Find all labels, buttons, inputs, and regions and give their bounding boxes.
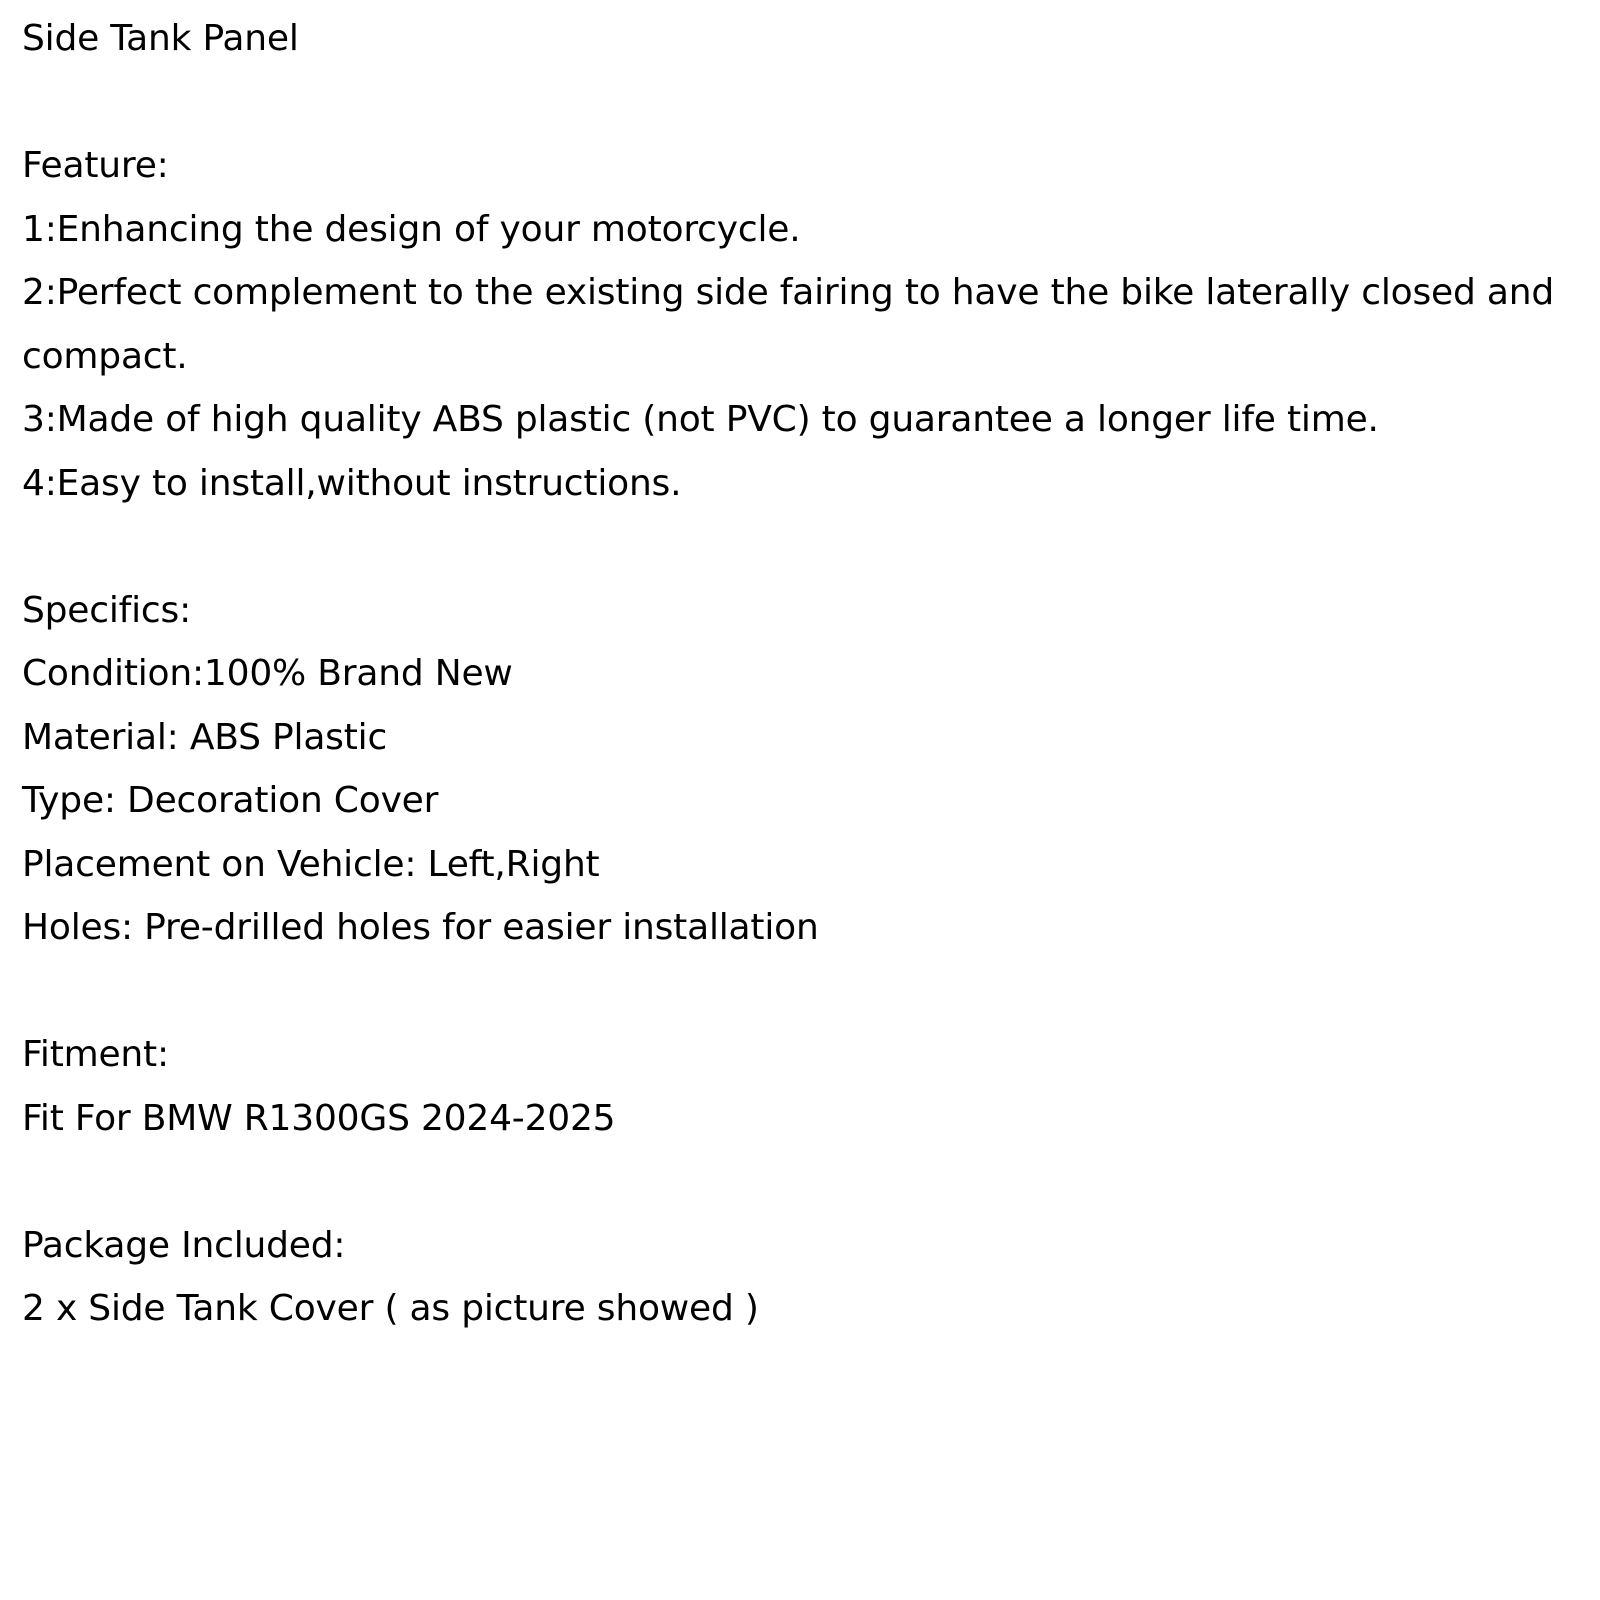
- spec-holes: Holes: Pre-drilled holes for easier installation: [22, 907, 819, 948]
- spec-type: Type: Decoration Cover: [22, 780, 439, 821]
- fitment-item: Fit For BMW R1300GS 2024-2025: [22, 1097, 616, 1139]
- spacer: [22, 515, 1592, 579]
- specifics-section: [22, 579, 1592, 960]
- page-title: Side Tank Panel: [22, 18, 299, 59]
- feature-item-3: 3:Made of high quality ABS plastic (not PVC) to guarantee a longer life time.: [22, 399, 1379, 440]
- specifics-heading: Specifics:: [22, 589, 192, 631]
- spacer: [22, 71, 1592, 135]
- feature-heading: Feature:: [22, 145, 169, 186]
- feature-section: [22, 134, 1592, 515]
- feature-item-2: 2:Perfect complement to the existing side fairing to have the bike laterally closed and compact.: [22, 272, 1555, 377]
- spacer: [22, 960, 1592, 1024]
- spec-placement: Placement on Vehicle: Left,Right: [22, 843, 600, 885]
- spacer: [22, 1150, 1592, 1214]
- feature-item-4: 4:Easy to install,without instructions.: [22, 462, 682, 504]
- package-item: 2 x Side Tank Cover ( as picture showed ): [22, 1288, 759, 1329]
- package-heading: Package Included:: [22, 1224, 346, 1266]
- feature-item-1: 1:Enhancing the design of your motorcycle.: [22, 208, 801, 250]
- product-description: [22, 7, 1592, 1341]
- package-section: [22, 1214, 1592, 1341]
- fitment-section: [22, 1023, 1592, 1150]
- spec-condition: Condition:100% Brand New: [22, 653, 513, 694]
- spec-material: Material: ABS Plastic: [22, 716, 388, 758]
- fitment-heading: Fitment:: [22, 1034, 169, 1075]
